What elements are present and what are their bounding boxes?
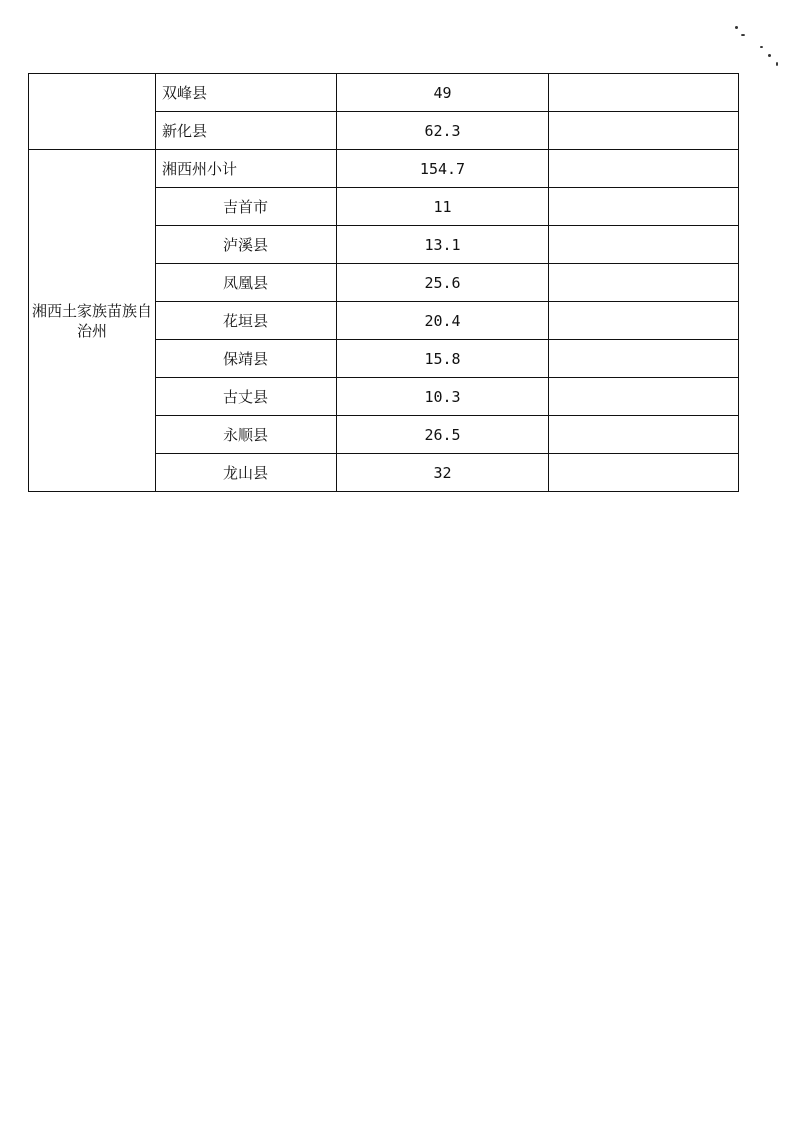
scan-speck <box>735 26 738 29</box>
note-cell <box>549 226 739 264</box>
value-cell: 49 <box>337 74 549 112</box>
value-cell: 62.3 <box>337 112 549 150</box>
note-cell <box>549 378 739 416</box>
county-cell: 龙山县 <box>156 454 337 492</box>
county-cell: 新化县 <box>156 112 337 150</box>
note-cell <box>549 454 739 492</box>
subtotal-cell: 湘西州小计 <box>156 150 337 188</box>
note-cell <box>549 340 739 378</box>
note-cell <box>549 188 739 226</box>
note-cell <box>549 112 739 150</box>
note-cell <box>549 264 739 302</box>
note-cell <box>549 74 739 112</box>
value-cell: 15.8 <box>337 340 549 378</box>
note-cell <box>549 302 739 340</box>
value-cell: 154.7 <box>337 150 549 188</box>
region-cell: 湘西土家族苗族自治州 <box>29 150 156 492</box>
value-cell: 26.5 <box>337 416 549 454</box>
value-cell: 25.6 <box>337 264 549 302</box>
allocation-table <box>28 73 739 492</box>
value-cell: 20.4 <box>337 302 549 340</box>
note-cell <box>549 416 739 454</box>
value-cell: 11 <box>337 188 549 226</box>
county-cell: 永顺县 <box>156 416 337 454</box>
table-row <box>29 74 739 112</box>
scan-speck <box>768 54 771 57</box>
scan-speck <box>760 46 763 48</box>
county-cell: 古丈县 <box>156 378 337 416</box>
region-cell <box>29 74 156 150</box>
county-cell: 凤凰县 <box>156 264 337 302</box>
scan-speck <box>776 62 778 66</box>
county-cell: 双峰县 <box>156 74 337 112</box>
county-cell: 花垣县 <box>156 302 337 340</box>
value-cell: 13.1 <box>337 226 549 264</box>
table-row <box>29 150 739 188</box>
county-cell: 吉首市 <box>156 188 337 226</box>
note-cell <box>549 150 739 188</box>
county-cell: 保靖县 <box>156 340 337 378</box>
value-cell: 32 <box>337 454 549 492</box>
value-cell: 10.3 <box>337 378 549 416</box>
county-cell: 泸溪县 <box>156 226 337 264</box>
scan-speck <box>741 34 745 36</box>
